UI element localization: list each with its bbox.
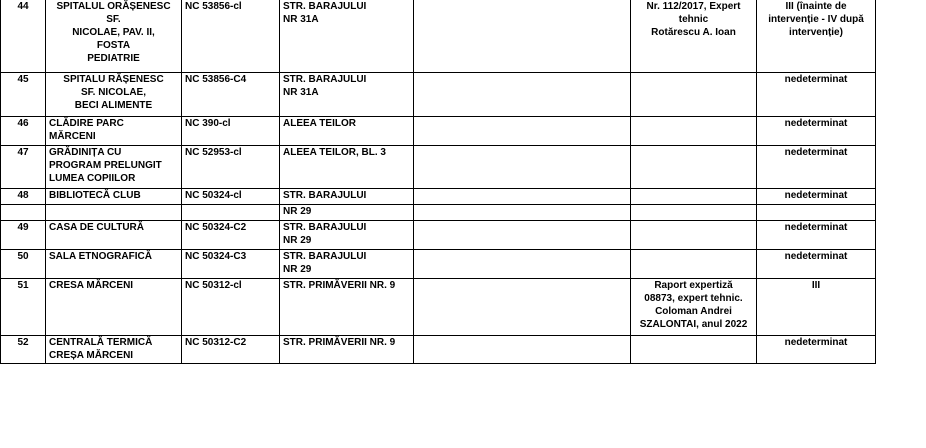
seismic-risk-class: III (înainte de intervenție - IV după intervenție): [768, 1, 864, 38]
cadastral-number: NC 50312-C2: [185, 336, 247, 348]
seismic-risk-class-cell: [757, 116, 876, 145]
seismic-risk-class: nedeterminat: [784, 189, 848, 201]
seismic-risk-class-cell: [757, 220, 876, 249]
building-name: SPITALU RĂȘENESC SF. NICOLAE, BECI ALIMENTE: [63, 73, 164, 111]
blank-cell-cell: [414, 204, 631, 220]
blank-cell-cell: [414, 278, 631, 335]
cadastral-number: NC 50324-C2: [185, 221, 247, 233]
building-name-cell: [46, 220, 182, 249]
table-row: [1, 249, 876, 278]
address-cell: [280, 204, 414, 220]
building-name-cell: [46, 116, 182, 145]
row-number-cell: [1, 188, 46, 204]
seismic-risk-class-cell: [757, 72, 876, 116]
seismic-risk-class-cell: [757, 188, 876, 204]
address: ALEEA TEILOR: [283, 117, 356, 129]
address: NR 29: [283, 205, 312, 217]
address-cell: [280, 249, 414, 278]
table-row: [1, 335, 876, 363]
address: ALEEA TEILOR, BL. 3: [283, 146, 386, 158]
address-cell: [280, 145, 414, 188]
seismic-risk-class: nedeterminat: [784, 250, 848, 262]
cadastral-number-cell: [182, 278, 280, 335]
expertise-report-cell: [631, 116, 757, 145]
cadastral-number-cell: [182, 335, 280, 363]
table-row: [1, 0, 876, 72]
expertise-report: Raport expertiză 08873, expert tehnic. Coloman Andrei SZALONTAI, anul 2022: [639, 279, 748, 330]
seismic-risk-class-cell: [757, 249, 876, 278]
blank-cell-cell: [414, 335, 631, 363]
blank-cell-cell: [414, 188, 631, 204]
blank-cell-cell: [414, 0, 631, 72]
seismic-risk-class: nedeterminat: [784, 221, 848, 233]
building-name: BIBLIOTECĂ CLUB: [49, 189, 141, 201]
expertise-report-cell: [631, 204, 757, 220]
row-number-cell: [1, 335, 46, 363]
row-number-cell: [1, 145, 46, 188]
expertise-report-cell: [631, 188, 757, 204]
address-cell: [280, 335, 414, 363]
seismic-risk-class-cell: [757, 0, 876, 72]
table-body: [1, 0, 876, 363]
building-name-cell: [46, 0, 182, 72]
table-row: [1, 145, 876, 188]
building-name-cell: [46, 335, 182, 363]
address-cell: [280, 220, 414, 249]
address-cell: [280, 188, 414, 204]
cadastral-number: NC 50312-cl: [185, 279, 242, 291]
row-number-cell: [1, 278, 46, 335]
building-name-cell: [46, 72, 182, 116]
seismic-risk-class: nedeterminat: [784, 146, 848, 158]
cadastral-number-cell: [182, 72, 280, 116]
cadastral-number: NC 53856-C4: [185, 73, 247, 85]
table-row: [1, 116, 876, 145]
address: STR. BARAJULUI NR 31A: [283, 1, 367, 25]
address-cell: [280, 278, 414, 335]
address-cell: [280, 0, 414, 72]
cadastral-number-cell: [182, 145, 280, 188]
cadastral-number: NC 390-cl: [185, 117, 231, 129]
expertise-report-cell: [631, 335, 757, 363]
row-number: 52: [17, 336, 29, 348]
blank-cell-cell: [414, 116, 631, 145]
row-number-cell: [1, 249, 46, 278]
building-name: SPITALUL ORĂȘENESC SF. NICOLAE, PAV. II, FOSTA PEDIATRIE: [56, 1, 171, 64]
row-number-cell: [1, 72, 46, 116]
cadastral-number-cell: [182, 116, 280, 145]
address-cell: [280, 116, 414, 145]
row-number: 46: [17, 117, 29, 129]
row-number-cell: [1, 204, 46, 220]
building-name-cell: [46, 204, 182, 220]
table-row: [1, 204, 876, 220]
seismic-risk-class-cell: [757, 204, 876, 220]
seismic-risk-class: nedeterminat: [784, 73, 848, 85]
seismic-risk-class: nedeterminat: [784, 117, 848, 129]
expertise-report-cell: [631, 145, 757, 188]
row-number: 50: [17, 250, 29, 262]
table-row: [1, 72, 876, 116]
table-row: [1, 188, 876, 204]
cadastral-number-cell: [182, 204, 280, 220]
building-name: CASA DE CULTURĂ: [49, 221, 144, 233]
expertise-report-cell: [631, 72, 757, 116]
address: STR. PRIMĂVERII NR. 9: [283, 336, 396, 348]
row-number-cell: [1, 0, 46, 72]
table-row: [1, 278, 876, 335]
blank-cell-cell: [414, 220, 631, 249]
address: STR. BARAJULUI NR 31A: [283, 73, 367, 98]
cadastral-number-cell: [182, 188, 280, 204]
address-cell: [280, 72, 414, 116]
row-number: 45: [17, 73, 29, 85]
building-name-cell: [46, 145, 182, 188]
cadastral-number: NC 50324-C3: [185, 250, 247, 262]
table-row: [1, 220, 876, 249]
expertise-report-cell: [631, 0, 757, 72]
cadastral-number: NC 53856-cl: [185, 1, 242, 12]
seismic-risk-class-cell: [757, 145, 876, 188]
expertise-report-cell: [631, 249, 757, 278]
building-name: CRESA MĂRCENI: [49, 279, 134, 291]
cadastral-number-cell: [182, 249, 280, 278]
cadastral-number: NC 50324-cl: [185, 189, 242, 201]
blank-cell-cell: [414, 72, 631, 116]
building-name-cell: [46, 278, 182, 335]
expertise-report-cell: [631, 278, 757, 335]
row-number: 48: [17, 189, 29, 201]
building-name: GRĂDINIȚA CU PROGRAM PRELUNGIT LUMEA COPIILOR: [49, 146, 162, 184]
row-number: 51: [17, 279, 29, 291]
building-name: CENTRALĂ TERMICĂ CREȘA MĂRCENI: [49, 336, 153, 361]
expertise-report: Nr. 112/2017, Expert tehnic Rotărescu A. Ioan: [646, 1, 741, 38]
row-number-cell: [1, 220, 46, 249]
seismic-risk-class-cell: [757, 335, 876, 363]
building-name: CLĂDIRE PARC MĂRCENI: [49, 117, 124, 142]
building-name-cell: [46, 249, 182, 278]
address: STR. BARAJULUI NR 29: [283, 221, 367, 246]
cadastral-number: NC 52953-cl: [185, 146, 242, 158]
row-number: 49: [17, 221, 29, 233]
blank-cell-cell: [414, 145, 631, 188]
seismic-risk-class: III: [811, 279, 821, 291]
row-number-cell: [1, 116, 46, 145]
row-number: 47: [17, 146, 29, 158]
cadastral-number-cell: [182, 220, 280, 249]
cadastral-number-cell: [182, 0, 280, 72]
address: STR. BARAJULUI NR 29: [283, 250, 367, 275]
expertise-report-cell: [631, 220, 757, 249]
address: STR. BARAJULUI: [283, 189, 367, 201]
seismic-risk-class: nedeterminat: [784, 336, 848, 348]
address: STR. PRIMĂVERII NR. 9: [283, 279, 396, 291]
building-name-cell: [46, 188, 182, 204]
seismic-risk-class-cell: [757, 278, 876, 335]
row-number: 44: [17, 1, 29, 12]
building-name: SALA ETNOGRAFICĂ: [49, 250, 152, 262]
blank-cell-cell: [414, 249, 631, 278]
